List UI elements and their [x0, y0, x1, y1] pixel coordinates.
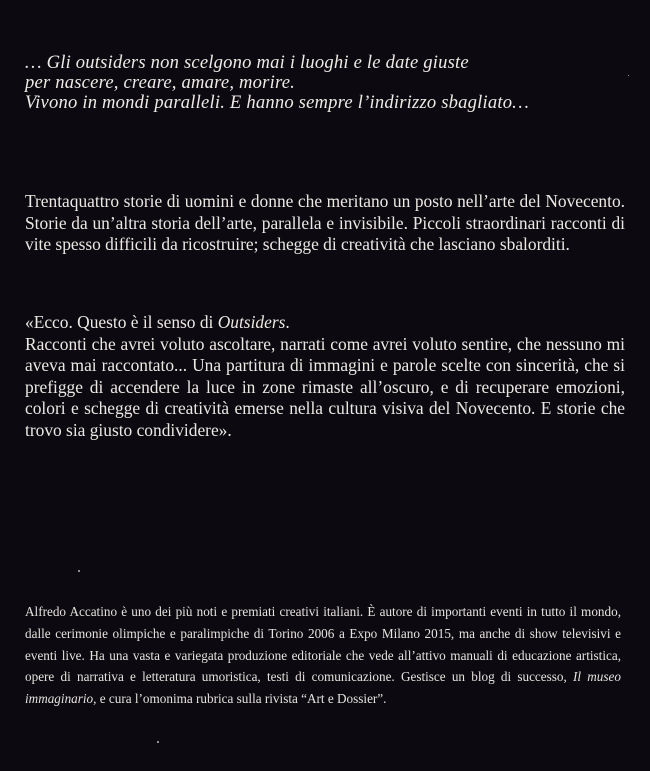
intro-paragraph: Trentaquattro storie di uomini e donne che meritano un posto nell’arte del Novecento. Storie da un’altra storia dell’arte, parallela e invisibile. Piccoli straordinari racconti di vite spesso difficili da ricostruire; schegge di creatività che lasciano sbalorditi. [25, 191, 625, 254]
epigraph [25, 53, 635, 113]
bio-text-end: , e cura l’omonima rubrica sulla rivista “Art e Dossier”. [93, 691, 387, 707]
speck [157, 741, 159, 743]
quote-lead-end: . [285, 312, 290, 332]
speck [78, 570, 80, 572]
bio-text: Alfredo Accatino è uno dei più noti e premiati creativi italiani. È autore di importanti eventi in tutto il mondo, dalle cerimonie olimpiche e paralimpiche di Torino 2006 a Expo Milano 2015, ma anche di show televisivi e eventi live. Ha una vasta e variegata produzione editoriale che vede all’attivo manuali di educazione artistica, opere di narrativa e letteratura umoristica, testi di comunicazione. Gestisce un blog di successo, [25, 604, 621, 685]
book-title: Outsiders [217, 312, 286, 332]
epigraph-line: per nascere, creare, amare, morire. [25, 72, 295, 93]
quote-lead: «Ecco. Questo è il senso di [25, 312, 218, 332]
quote-body: Racconti che avrei voluto ascoltare, narrati come avrei voluto sentire, che nessuno mi aveva mai raccontato... Una partitura di immagini e parole scelte con sincerità, che si prefigge di accendere la luce in zone rimaste all’oscuro, e di recuperare emozioni, colori e schegge di creatività emerse nella cultura visiva del Novecento. E storie che trovo sia giusto condividere». [25, 333, 625, 440]
blog-title: Il museo immaginario [25, 669, 621, 707]
quote-paragraph [25, 312, 625, 441]
author-bio [25, 601, 621, 710]
quote-lead-line [25, 312, 625, 334]
epigraph-line: … Gli outsiders non scelgono mai i luoghi e le date giuste [25, 52, 469, 73]
speck [628, 75, 629, 76]
epigraph-line: Vivono in mondi paralleli. E hanno sempre l’indirizzo sbagliato… [25, 92, 529, 113]
